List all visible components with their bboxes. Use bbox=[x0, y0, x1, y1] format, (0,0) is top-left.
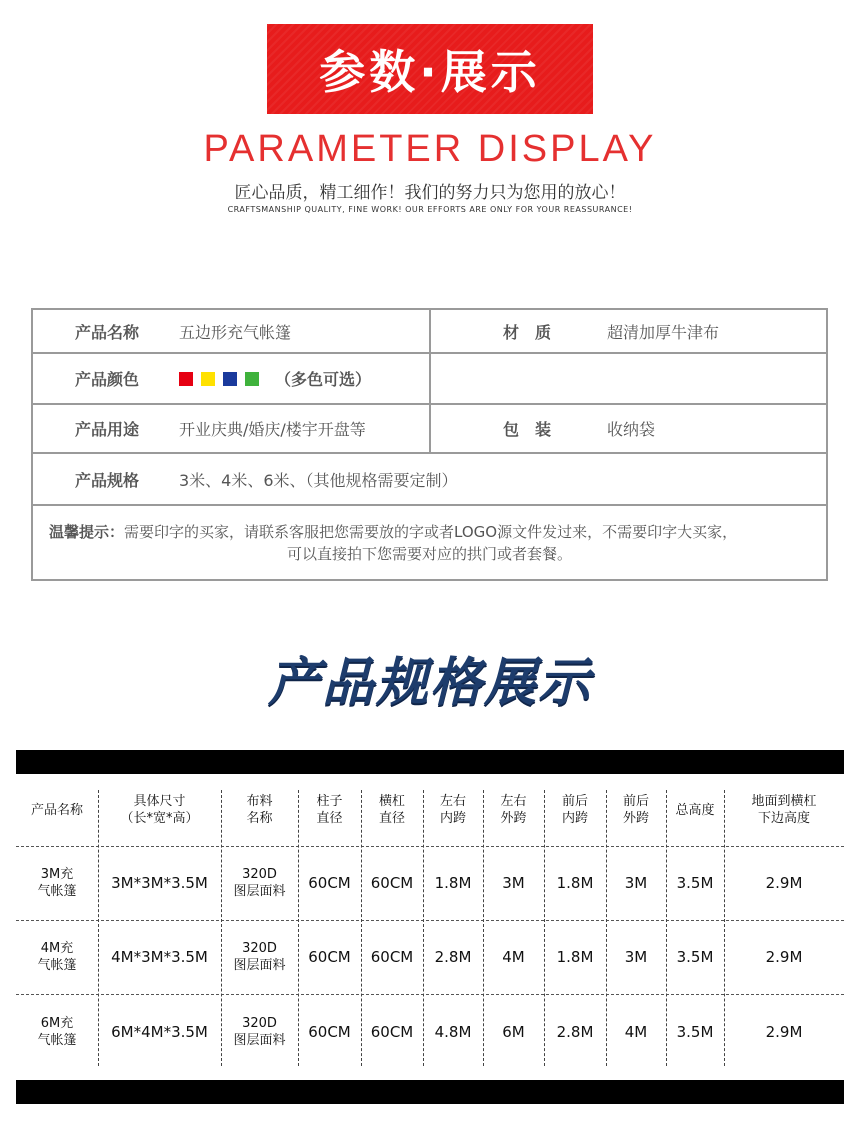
spec-cell: 2.9M bbox=[765, 1023, 803, 1041]
spec-header-cell: 前后 内跨 bbox=[561, 794, 588, 826]
spec-cell: 3.5M bbox=[676, 1023, 714, 1041]
warm-tip-line2: 可以直接拍下您需要对应的拱门或者套餐。 bbox=[286, 544, 572, 563]
material-value: 超清加厚牛津布 bbox=[607, 322, 720, 342]
product-color-label: 产品颜色 bbox=[75, 370, 140, 389]
spec-header-row bbox=[16, 774, 844, 847]
spec-header-cell: 总高度 bbox=[675, 802, 715, 818]
spec-cell: 4M bbox=[502, 948, 525, 966]
parameter-display-title: PARAMETER DISPLAY bbox=[203, 128, 657, 170]
color-swatch-red bbox=[179, 372, 193, 386]
spec-cell: 4M充 气帐篷 bbox=[37, 941, 77, 973]
spec-header-cell: 柱子 直径 bbox=[316, 794, 343, 826]
spec-cell: 1.8M bbox=[556, 948, 594, 966]
spec-cell: 3.5M bbox=[676, 874, 714, 892]
spec-cell: 4M*3M*3.5M bbox=[111, 948, 208, 966]
warm-tip-label: 温馨提示： bbox=[49, 522, 125, 541]
spec-cell: 2.8M bbox=[556, 1023, 594, 1041]
spec-header-cell: 左右 外跨 bbox=[500, 794, 527, 826]
material-label: 材 质 bbox=[503, 322, 552, 342]
color-swatch-green bbox=[245, 372, 259, 386]
param-row-tip bbox=[33, 506, 826, 579]
color-swatch-blue bbox=[223, 372, 237, 386]
warm-tip-line1: 需要印字的买家，请联系客服把您需要放的字或者LOGO源文件发过来，不需要印字大买家， bbox=[124, 522, 738, 541]
color-swatches bbox=[179, 354, 371, 403]
header-banner bbox=[267, 24, 593, 114]
spec-header-cell: 左右 内跨 bbox=[439, 794, 466, 826]
spec-cell: 3M bbox=[502, 874, 525, 892]
spec-cell: 1.8M bbox=[434, 874, 472, 892]
spec-column-divider bbox=[483, 790, 484, 1066]
spec-cell: 60CM bbox=[370, 874, 414, 892]
param-row-spec bbox=[33, 454, 826, 506]
spec-header-cell: 布料 名称 bbox=[246, 794, 273, 826]
product-use-label: 产品用途 bbox=[75, 420, 140, 439]
spec-cell: 60CM bbox=[308, 948, 351, 966]
bottom-black-bar bbox=[16, 1080, 844, 1104]
spec-cell: 60CM bbox=[308, 874, 351, 892]
column-divider bbox=[429, 405, 431, 452]
spec-cell: 60CM bbox=[308, 1023, 351, 1041]
product-name-label: 产品名称 bbox=[75, 322, 140, 342]
spec-cell: 6M bbox=[502, 1023, 525, 1041]
warm-tip bbox=[33, 506, 826, 579]
spec-column-divider bbox=[606, 790, 607, 1066]
spec-column-divider bbox=[423, 790, 424, 1066]
color-swatch-yellow bbox=[201, 372, 215, 386]
spec-cell: 3M bbox=[624, 874, 648, 892]
product-use-value: 开业庆典/婚庆/楼宇开盘等 bbox=[179, 420, 366, 439]
spec-cell: 1.8M bbox=[556, 874, 594, 892]
spec-header-cell: 前后 外跨 bbox=[622, 794, 649, 826]
product-name-value: 五边形充气帐篷 bbox=[179, 322, 292, 342]
spec-title: 产品规格展示 bbox=[267, 653, 592, 713]
spec-cell: 4M bbox=[624, 1023, 648, 1041]
spec-cell: 60CM bbox=[370, 1023, 414, 1041]
spec-cell: 6M*4M*3.5M bbox=[111, 1023, 208, 1041]
spec-header-cell: 具体尺寸 （长*宽*高） bbox=[120, 794, 199, 826]
column-divider bbox=[429, 354, 431, 403]
banner-title: 参数·展示 bbox=[319, 45, 541, 99]
spec-header-cell: 地面到横杠 下边高度 bbox=[751, 794, 817, 826]
packaging-value: 收纳袋 bbox=[607, 420, 656, 439]
spec-cell: 6M充 气帐篷 bbox=[37, 1016, 77, 1048]
top-black-bar bbox=[16, 750, 844, 774]
param-row-color bbox=[33, 354, 826, 405]
column-divider bbox=[429, 310, 431, 352]
spec-header-cell: 横杠 直径 bbox=[378, 794, 405, 826]
product-spec-value: 3米、4米、6米、（其他规格需要定制） bbox=[179, 470, 458, 490]
spec-cell: 2.8M bbox=[434, 948, 472, 966]
spec-column-divider bbox=[361, 790, 362, 1066]
param-row-use bbox=[33, 405, 826, 454]
spec-cell: 4.8M bbox=[434, 1023, 472, 1041]
spec-cell: 320D 图层面料 bbox=[233, 941, 286, 973]
spec-column-divider bbox=[544, 790, 545, 1066]
spec-row bbox=[16, 920, 844, 995]
spec-cell: 320D 图层面料 bbox=[233, 867, 286, 899]
packaging-label: 包 装 bbox=[503, 420, 552, 439]
spec-cell: 3M bbox=[624, 948, 648, 966]
param-row-name bbox=[33, 310, 826, 354]
parameter-table bbox=[31, 308, 828, 581]
spec-cell: 60CM bbox=[370, 948, 414, 966]
spec-cell: 2.9M bbox=[765, 948, 803, 966]
spec-row bbox=[16, 994, 844, 1070]
spec-table bbox=[16, 774, 844, 1080]
spec-heading bbox=[0, 640, 860, 715]
spec-column-divider bbox=[666, 790, 667, 1066]
spec-column-divider bbox=[98, 790, 99, 1066]
spec-cell: 2.9M bbox=[765, 874, 803, 892]
product-spec-label: 产品规格 bbox=[75, 470, 140, 490]
spec-cell: 320D 图层面料 bbox=[233, 1016, 286, 1048]
color-note: （多色可选） bbox=[275, 370, 372, 389]
slogan-english: CRAFTSMANSHIP QUALITY, FINE WORK! OUR EFFORTS ARE ONLY FOR YOUR REASSURANCE! bbox=[227, 205, 633, 214]
spec-column-divider bbox=[221, 790, 222, 1066]
spec-cell: 3M*3M*3.5M bbox=[111, 874, 208, 892]
slogan-chinese: 匠心品质，精工细作！我们的努力只为您用的放心！ bbox=[234, 183, 626, 203]
spec-cell: 3M充 气帐篷 bbox=[37, 867, 77, 899]
spec-column-divider bbox=[724, 790, 725, 1066]
spec-cell: 3.5M bbox=[676, 948, 714, 966]
spec-header-cell: 产品名称 bbox=[30, 802, 83, 818]
spec-row bbox=[16, 846, 844, 921]
spec-column-divider bbox=[298, 790, 299, 1066]
